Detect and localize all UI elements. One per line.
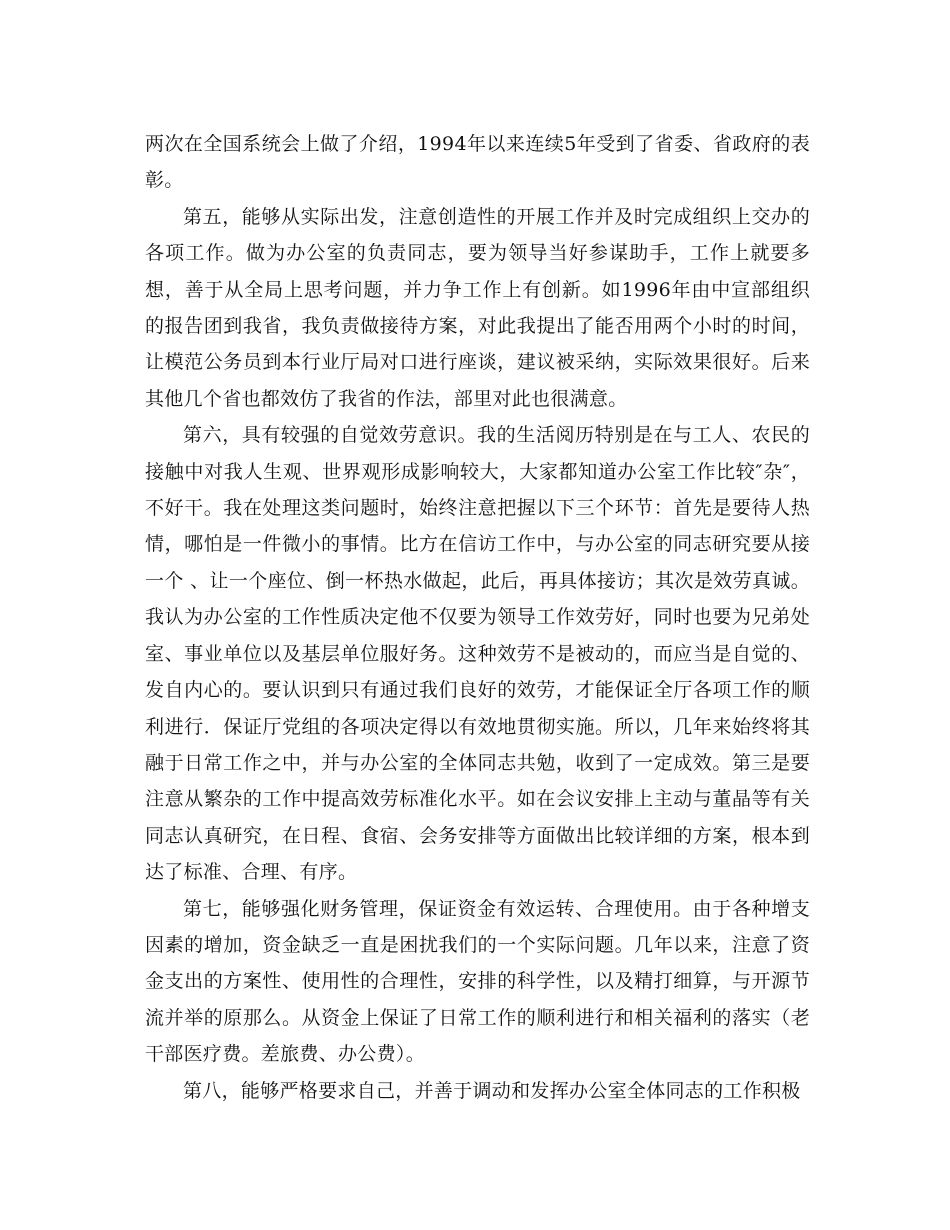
paragraph-fifth: 第五，能够从实际出发，注意创造性的开展工作并及时完成组织上交办的各项工作。做为办公室的负责同志，要为领导当好参谋助手，工作上就要多想，善于从全局上思考问题，并力争工作上有创新。如1996年由中宣部组织的报告团到我省，我负责做接待方案，对此我提出了能否用两个小时的时间，让模范公务员到本行业厅局对口进行座谈，建议被采纳，实际效果很好。后来其他几个省也都效仿了我省的作法，部里对此也很满意。: [145, 205, 810, 410]
paragraph-sixth: 第六，具有较强的自觉效劳意识。我的生活阅历特别是在与工人、农民的接触中对我人生观、世界观形成影响较大，大家都知道办公室工作比较″杂″，不好干。我在处理这类问题时，始终注意把握以下三个环节：首先是要待人热情，哪怕是一件微小的事情。比方在信访工作中，与办公室的同志研究要从接一个 、让一个座位、倒一杯热水做起，此后，再具体接访；其次是效劳真诚。我认为办公室的工作性质决定他不仅要为领导工作效劳好，同时也要为兄弟处室、事业单位以及基层单位服好务。这种效劳不是被动的，而应当是自觉的、发自内心的。要认识到只有通过我们良好的效劳，才能保证全厅各项工作的顺利进行．保证厅党组的各项决定得以有效地贯彻实施。所以，几年来始终将其融于日常工作之中，并与办公室的全体同志共勉，收到了一定成效。第三是要注意从繁杂的工作中提高效劳标准化水平。如在会议安排上主动与董晶等有关同志认真研究，在日程、食宿、会务安排等方面做出比较详细的方案，根本到达了标准、合理、有序。: [145, 424, 810, 884]
paragraph-eighth: 第八，能够严格要求自己，并善于调动和发挥办公室全体同志的工作积极: [183, 1079, 801, 1102]
document-body: [145, 126, 810, 1109]
paragraph-continuation: 两次在全国系统会上做了介绍，1994年以来连续5年受到了省委、省政府的表彰。: [145, 133, 810, 192]
paragraph-seventh: 第七，能够强化财务管理，保证资金有效运转、合理使用。由于各种增支因素的增加，资金缺乏一直是困扰我们的一个实际问题。几年以来，注意了资金支出的方案性、使用性的合理性，安排的科学性，以及精打细算，与开源节流并举的原那么。从资金上保证了日常工作的顺利进行和相关福利的落实（老干部医疗费。差旅费、办公费）。: [145, 897, 810, 1066]
